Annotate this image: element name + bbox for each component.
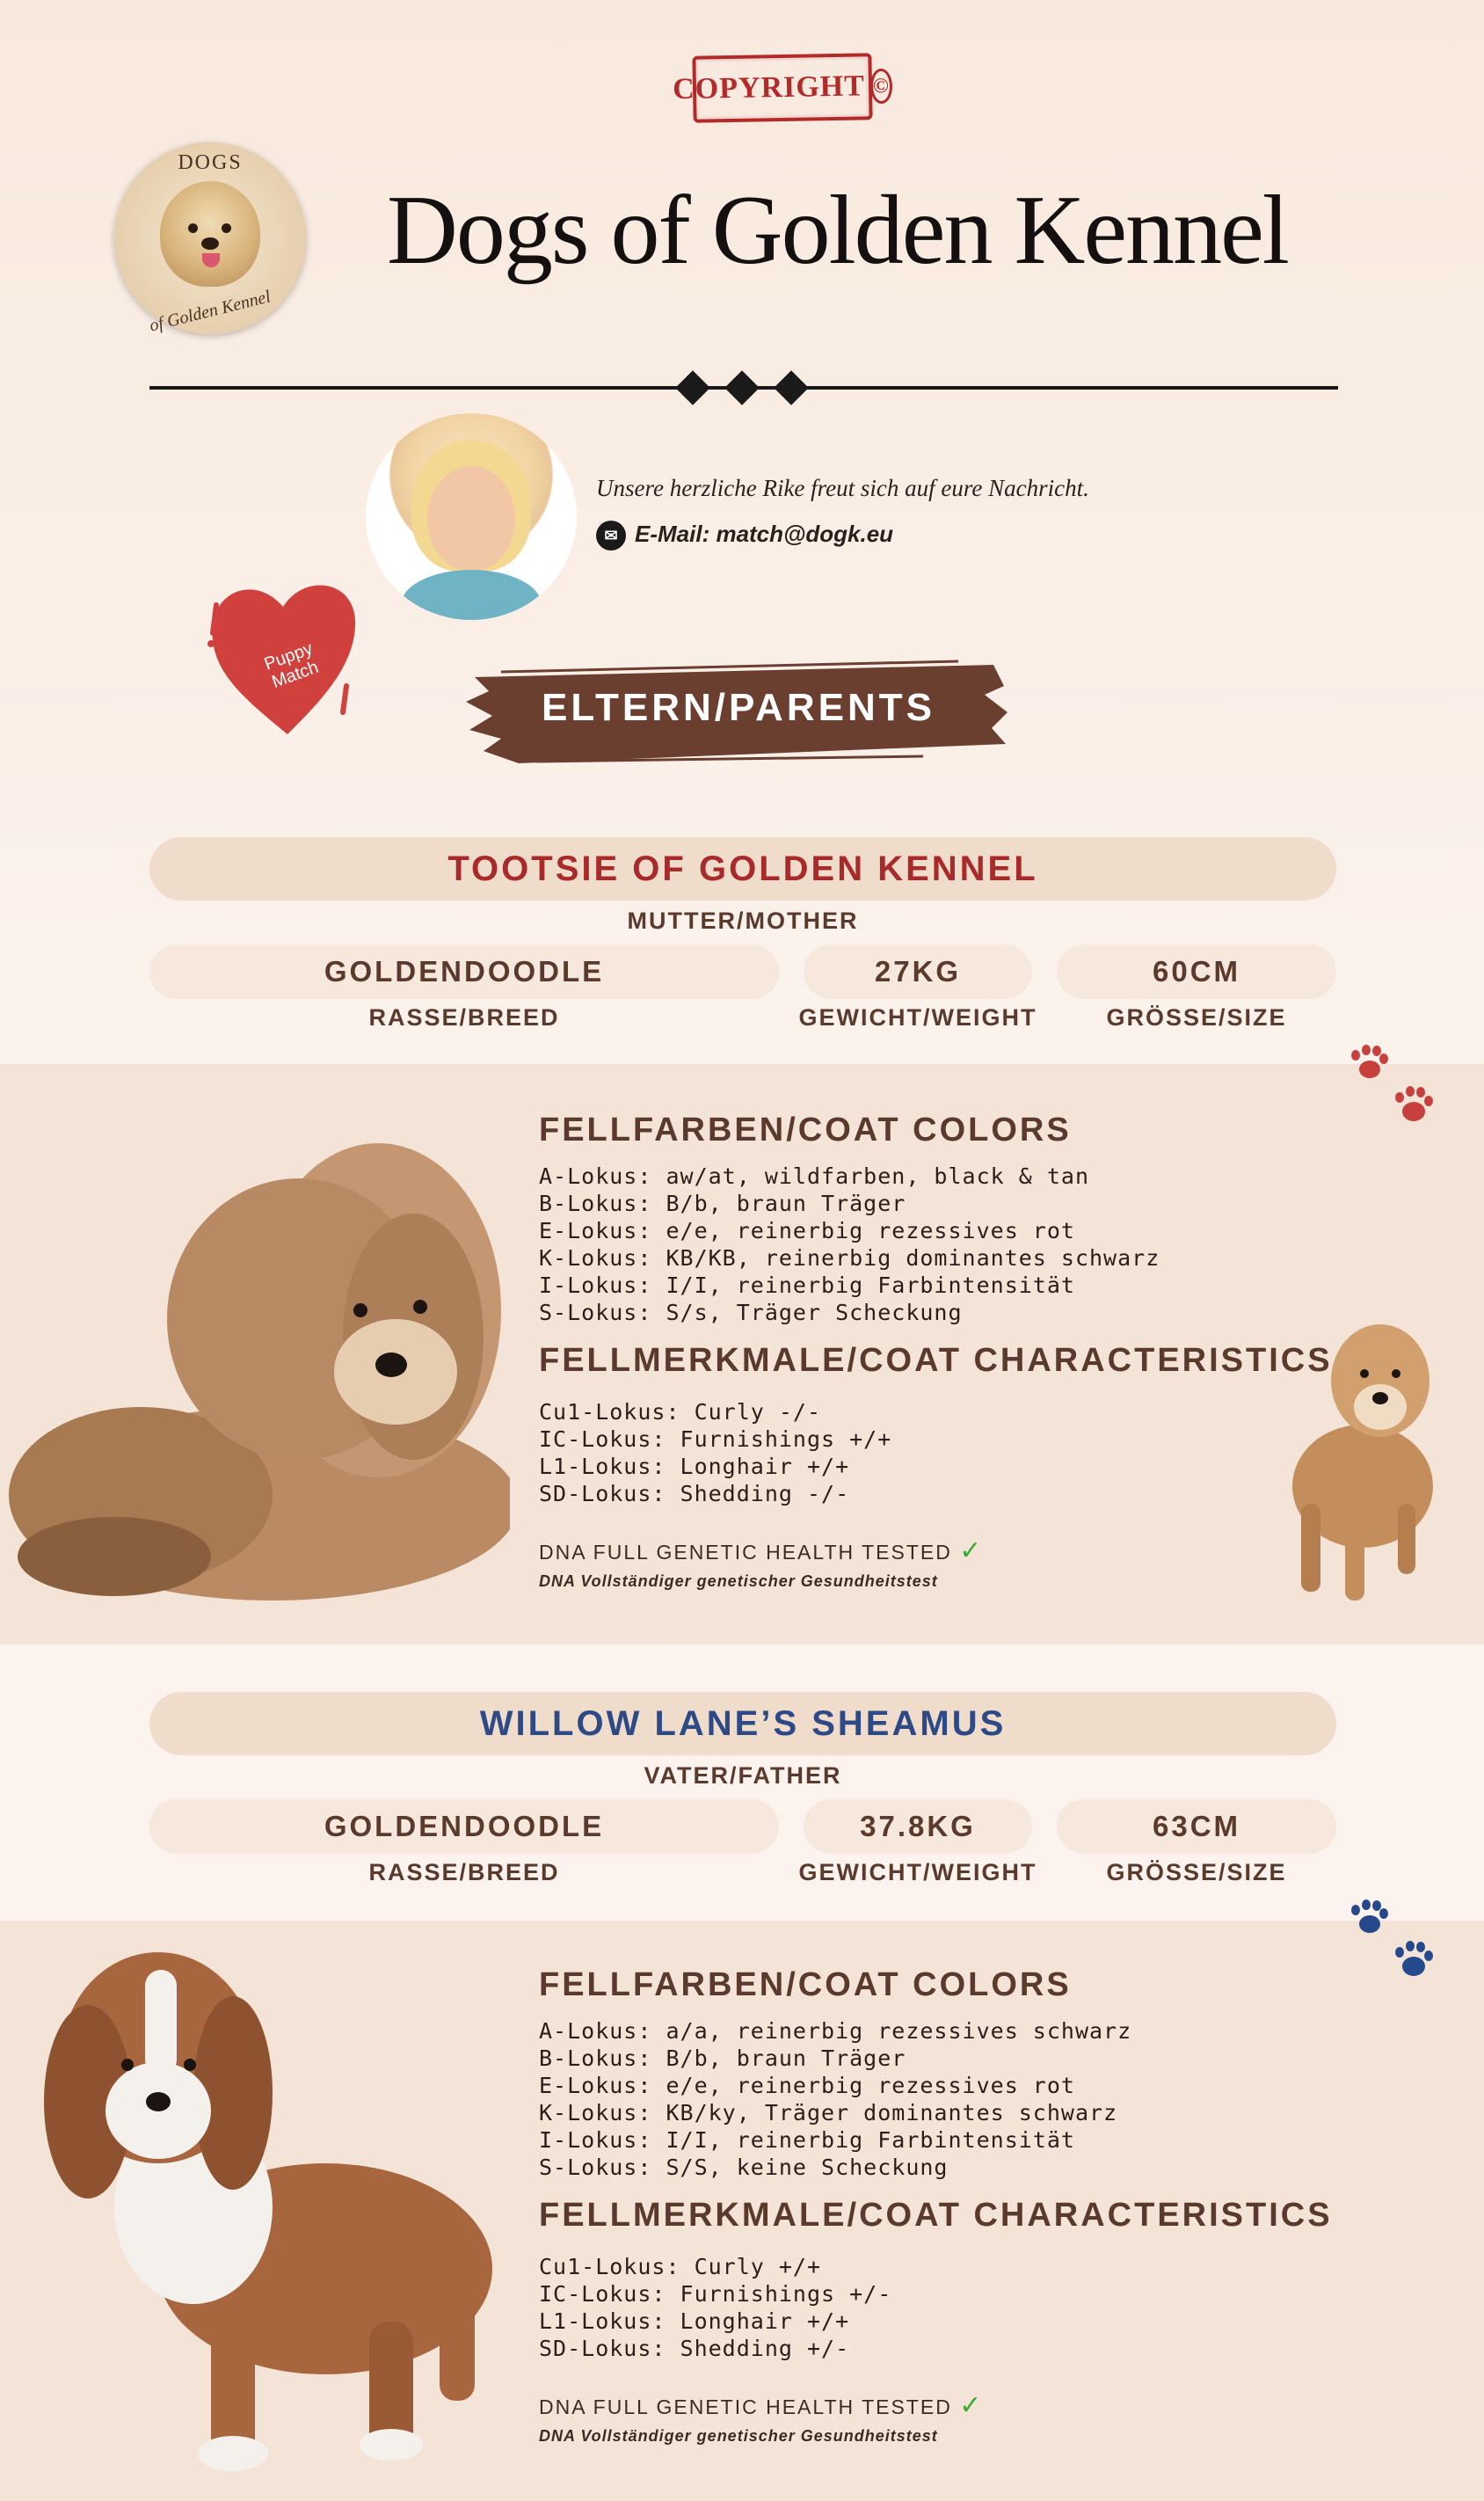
father-dog-photo [35,1943,510,2480]
contact-avatar [366,413,577,620]
father-coat-char-title: FELLMERKMALE/COAT CHARACTERISTICS [539,2197,1333,2234]
paw-icon [1345,1043,1442,1140]
locus-line: A-Lokus: aw/at, wildfarben, black & tan [539,1163,1089,1189]
locus-line: Cu1-Lokus: Curly -/- [539,1399,822,1425]
section-title: ELTERN/PARENTS [542,686,935,729]
father-size: 63CM [1057,1799,1336,1854]
mother-weight: 27KG [804,944,1032,999]
logo-top-text: DOGS [178,151,243,174]
mother-coat-char-title: FELLMERKMALE/COAT CHARACTERISTICS [539,1342,1333,1379]
father-coat-char-list [539,2253,891,2362]
logo-bottom-text: of Golden Kennel [147,287,273,336]
logo-dog-face [160,181,260,287]
locus-line: S-Lokus: S/S, keine Scheckung [539,2155,949,2180]
mail-icon: ✉ [596,521,626,551]
mother-dog-standing-photo [1257,1310,1442,1609]
puppy-match-label: Puppy Match [261,638,322,692]
father-name: WILLOW LANE’S SHEAMUS [149,1692,1336,1755]
mother-dna-sub: DNA Vollständiger genetischer Gesundheitstest [539,1572,938,1590]
email-text[interactable]: E-Mail: match@dogk.eu [635,521,894,547]
locus-line: B-Lokus: B/b, braun Träger [539,2045,906,2071]
locus-line: Cu1-Lokus: Curly +/+ [539,2254,822,2279]
mother-dog-photo [9,1134,510,1609]
divider-diamond [675,370,710,405]
locus-line: B-Lokus: B/b, braun Träger [539,1191,906,1216]
locus-line: IC-Lokus: Furnishings +/+ [539,1426,892,1452]
locus-line: A-Lokus: a/a, reinerbig rezessives schwarz [539,2018,1132,2044]
page-title: Dogs of Golden Kennel [387,176,1288,285]
father-role: VATER/FATHER [644,1762,842,1789]
copyright-symbol: © [870,69,893,104]
locus-line: I-Lokus: I/I, reinerbig Farbintensität [539,2127,1075,2153]
divider-diamond [724,370,760,405]
locus-line: K-Lokus: KB/KB, reinerbig dominantes schwarz [539,1245,1160,1271]
locus-line: E-Lokus: e/e, reinerbig rezessives rot [539,1218,1075,1243]
checkmark-icon: ✓ [959,1536,984,1565]
locus-line: I-Lokus: I/I, reinerbig Farbintensität [539,1272,1075,1298]
father-weight: 37.8KG [804,1799,1032,1854]
copyright-text: COPYRIGHT [672,69,866,106]
mother-breed: GOLDENDOODLE [149,944,779,999]
copyright-stamp [672,53,891,123]
checkmark-icon: ✓ [959,2391,984,2420]
mother-coat-colors-list [539,1163,1160,1326]
mother-size-label: GRÖSSE/SIZE [1106,1004,1287,1031]
father-coat-colors-title: FELLFARBEN/COAT COLORS [539,1966,1072,2003]
father-breed: GOLDENDOODLE [149,1799,779,1854]
locus-line: IC-Lokus: Furnishings +/- [539,2281,892,2307]
locus-line: S-Lokus: S/s, Träger Scheckung [539,1300,963,1325]
mother-coat-colors-title: FELLFARBEN/COAT COLORS [539,1112,1072,1148]
locus-line: K-Lokus: KB/ky, Träger dominantes schwarz [539,2100,1118,2125]
locus-line: SD-Lokus: Shedding -/- [539,1481,850,1506]
father-size-label: GRÖSSE/SIZE [1106,1859,1287,1885]
father-breed-label: RASSE/BREED [368,1859,560,1885]
father-weight-label: GEWICHT/WEIGHT [798,1859,1037,1885]
mother-dna-tested: DNA FULL GENETIC HEALTH TESTED ✓ [539,1536,984,1565]
contact-email[interactable] [596,521,893,551]
father-coat-colors-list [539,2017,1131,2181]
mother-weight-label: GEWICHT/WEIGHT [798,1004,1037,1031]
kennel-logo [114,142,306,334]
locus-line: E-Lokus: e/e, reinerbig rezessives rot [539,2073,1075,2098]
mother-role: MUTTER/MOTHER [627,908,859,934]
locus-line: L1-Lokus: Longhair +/+ [539,2308,850,2334]
paw-icon [1345,1898,1442,1994]
contact-message: Unsere herzliche Rike freut sich auf eure Nachricht. [596,475,1089,501]
father-dna-tested: DNA FULL GENETIC HEALTH TESTED ✓ [539,2391,984,2420]
divider-diamond [774,370,809,405]
mother-breed-label: RASSE/BREED [368,1004,560,1031]
mother-coat-char-list [539,1398,891,1507]
locus-line: L1-Lokus: Longhair +/+ [539,1454,850,1479]
father-dna-sub: DNA Vollständiger genetischer Gesundheitstest [539,2427,938,2445]
mother-size: 60CM [1057,944,1336,999]
locus-line: SD-Lokus: Shedding +/- [539,2336,850,2361]
mother-name: TOOTSIE OF GOLDEN KENNEL [149,837,1336,901]
